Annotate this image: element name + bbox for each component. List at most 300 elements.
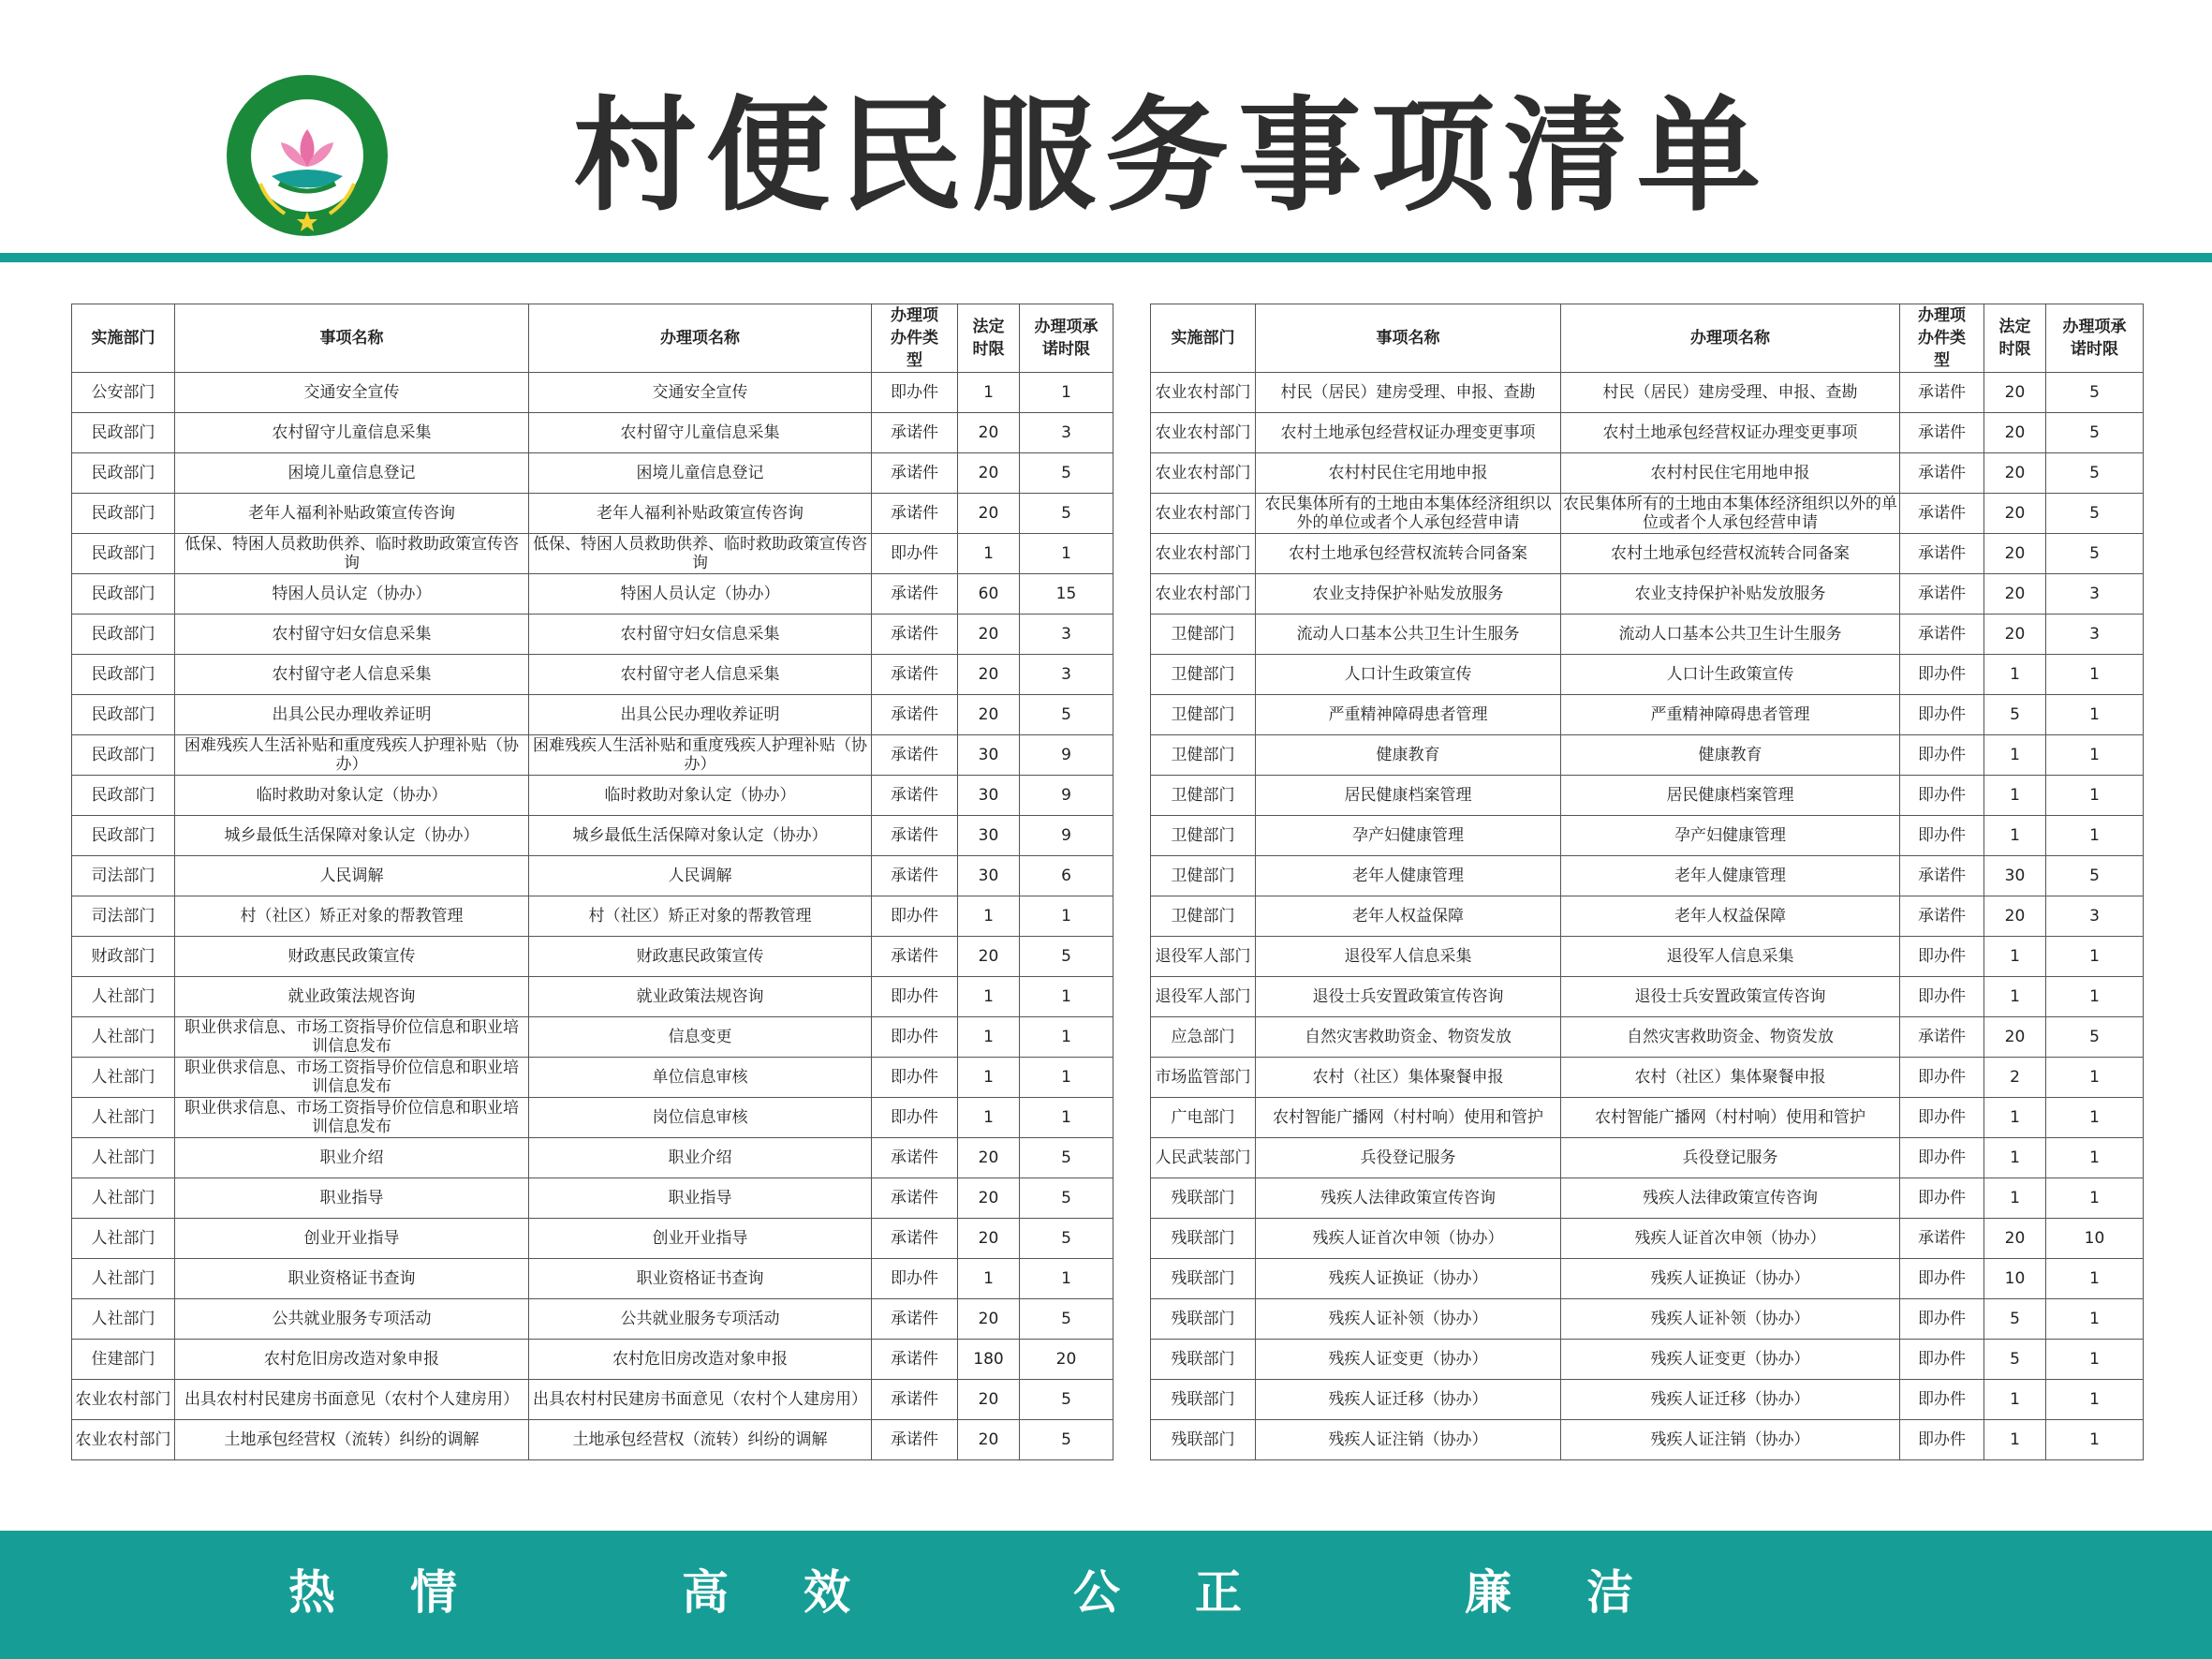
cell-department: 民政部门 [72,695,175,735]
table-row [1151,1178,2144,1219]
cell-type: 即办件 [1900,655,1984,695]
table-row [72,1058,1113,1098]
cell-item-name: 村（社区）矫正对象的帮教管理 [175,896,529,937]
cell-promise-time: 1 [2046,735,2144,776]
cell-legal-time: 30 [958,735,1020,776]
cell-type: 即办件 [872,977,958,1017]
cell-promise-time: 1 [2046,1098,2144,1138]
cell-department: 财政部门 [72,937,175,977]
cell-handling-item: 出具农村村民建房书面意见（农村个人建房用） [529,1380,872,1420]
cell-handling-item: 残疾人证变更（协办） [1561,1340,1900,1380]
table-row [72,655,1113,695]
page-title: 村便民服务事项清单 [573,84,1770,229]
cell-promise-time: 5 [2046,413,2144,453]
cell-handling-item: 村（社区）矫正对象的帮教管理 [529,896,872,937]
cell-handling-item: 临时救助对象认定（协办） [529,776,872,816]
cell-item-name: 困难残疾人生活补贴和重度残疾人护理补贴（协办） [175,735,529,776]
col-header-department: 实施部门 [72,304,175,373]
col-header-legal-time: 法定时限 [958,304,1020,373]
slogan-efficiency: 高效 [682,1565,925,1620]
cell-legal-time: 20 [958,453,1020,494]
cell-department: 司法部门 [72,856,175,896]
cell-legal-time: 5 [1984,1340,2046,1380]
cell-department: 民政部门 [72,776,175,816]
cell-item-name: 严重精神障碍患者管理 [1256,695,1561,735]
cell-legal-time: 20 [958,1138,1020,1178]
cell-department: 残联部门 [1151,1259,1256,1299]
cell-department: 残联部门 [1151,1299,1256,1340]
cell-legal-time: 180 [958,1340,1020,1380]
cell-legal-time: 20 [958,615,1020,655]
cell-promise-time: 1 [1020,373,1113,413]
cell-legal-time: 20 [1984,373,2046,413]
cell-legal-time: 1 [958,373,1020,413]
cell-legal-time: 20 [1984,453,2046,494]
table-row [72,735,1113,776]
cell-legal-time: 5 [1984,1299,2046,1340]
cell-handling-item: 退役士兵安置政策宣传咨询 [1561,977,1900,1017]
cell-type: 承诺件 [872,574,958,615]
cell-department: 人社部门 [72,1259,175,1299]
cell-promise-time: 1 [2046,695,2144,735]
cell-item-name: 农业支持保护补贴发放服务 [1256,574,1561,615]
cell-type: 承诺件 [1900,373,1984,413]
cell-type: 承诺件 [872,735,958,776]
cell-department: 农业农村部门 [1151,494,1256,534]
cell-handling-item: 自然灾害救助资金、物资发放 [1561,1017,1900,1058]
cell-legal-time: 1 [1984,1138,2046,1178]
table-row [72,695,1113,735]
cell-promise-time: 5 [2046,373,2144,413]
table-body-right [1151,373,2144,1460]
cell-item-name: 农村土地承包经营权流转合同备案 [1256,534,1561,574]
cell-department: 农业农村部门 [1151,574,1256,615]
cell-department: 残联部门 [1151,1219,1256,1259]
cell-item-name: 老年人福利补贴政策宣传咨询 [175,494,529,534]
cell-type: 即办件 [1900,1259,1984,1299]
cell-item-name: 财政惠民政策宣传 [175,937,529,977]
table-row [1151,1380,2144,1420]
cell-handling-item: 农民集体所有的土地由本集体经济组织以外的单位或者个人承包经营申请 [1561,494,1900,534]
cell-department: 农业农村部门 [1151,534,1256,574]
cell-type: 承诺件 [872,453,958,494]
cell-department: 卫健部门 [1151,856,1256,896]
cell-type: 承诺件 [1900,413,1984,453]
table-row [1151,534,2144,574]
cell-item-name: 老年人健康管理 [1256,856,1561,896]
cell-handling-item: 残疾人证迁移（协办） [1561,1380,1900,1420]
table-row [1151,1098,2144,1138]
cell-type: 承诺件 [872,413,958,453]
cell-handling-item: 农村留守老人信息采集 [529,655,872,695]
cell-handling-item: 职业资格证书查询 [529,1259,872,1299]
cell-item-name: 人民调解 [175,856,529,896]
cell-legal-time: 2 [1984,1058,2046,1098]
cell-handling-item: 农村留守儿童信息采集 [529,413,872,453]
cell-handling-item: 退役军人信息采集 [1561,937,1900,977]
table-row [72,1340,1113,1380]
cell-legal-time: 30 [958,856,1020,896]
cell-legal-time: 20 [1984,896,2046,937]
cell-handling-item: 农村（社区）集体聚餐申报 [1561,1058,1900,1098]
cell-promise-time: 1 [2046,1259,2144,1299]
cell-department: 民政部门 [72,735,175,776]
cell-type: 承诺件 [872,937,958,977]
cell-department: 卫健部门 [1151,655,1256,695]
cell-handling-item: 老年人权益保障 [1561,896,1900,937]
cell-type: 即办件 [1900,735,1984,776]
cell-department: 退役军人部门 [1151,937,1256,977]
cell-item-name: 城乡最低生活保障对象认定（协办） [175,816,529,856]
cell-promise-time: 1 [2046,1380,2144,1420]
cell-handling-item: 残疾人证换证（协办） [1561,1259,1900,1299]
cell-legal-time: 20 [958,937,1020,977]
cell-handling-item: 就业政策法规咨询 [529,977,872,1017]
cell-type: 即办件 [872,896,958,937]
cell-type: 即办件 [1900,1380,1984,1420]
cell-handling-item: 单位信息审核 [529,1058,872,1098]
cell-handling-item: 农村土地承包经营权流转合同备案 [1561,534,1900,574]
table-row [72,816,1113,856]
cell-department: 人社部门 [72,1017,175,1058]
footer-banner [0,1531,2212,1659]
cell-type: 即办件 [1900,1138,1984,1178]
cell-department: 民政部门 [72,655,175,695]
table-row [1151,735,2144,776]
cell-department: 农业农村部门 [1151,453,1256,494]
table-header-row [1151,304,2144,373]
cell-item-name: 低保、特困人员救助供养、临时救助政策宣传咨询 [175,534,529,574]
table-row [72,1138,1113,1178]
cell-item-name: 村民（居民）建房受理、申报、查勘 [1256,373,1561,413]
cell-item-name: 土地承包经营权（流转）纠纷的调解 [175,1420,529,1460]
cell-department: 退役军人部门 [1151,977,1256,1017]
cell-promise-time: 1 [1020,1259,1113,1299]
cell-item-name: 退役军人信息采集 [1256,937,1561,977]
cell-handling-item: 信息变更 [529,1017,872,1058]
cell-legal-time: 1 [958,1017,1020,1058]
table-row [1151,655,2144,695]
cell-promise-time: 9 [1020,776,1113,816]
cell-type: 承诺件 [1900,574,1984,615]
cell-type: 承诺件 [872,494,958,534]
cell-handling-item: 公共就业服务专项活动 [529,1299,872,1340]
cell-type: 承诺件 [872,1420,958,1460]
header-divider [0,253,2212,262]
cell-department: 卫健部门 [1151,896,1256,937]
cell-item-name: 出具农村村民建房书面意见（农村个人建房用） [175,1380,529,1420]
cell-item-name: 困境儿童信息登记 [175,453,529,494]
cell-type: 承诺件 [872,776,958,816]
cell-promise-time: 1 [2046,1340,2144,1380]
table-row [72,1299,1113,1340]
cell-promise-time: 1 [1020,977,1113,1017]
cell-legal-time: 1 [1984,1098,2046,1138]
cell-handling-item: 特困人员认定（协办） [529,574,872,615]
cell-promise-time: 1 [2046,937,2144,977]
cell-promise-time: 6 [1020,856,1113,896]
table-row [72,534,1113,574]
cell-department: 农业农村部门 [72,1380,175,1420]
cell-handling-item: 农村土地承包经营权证办理变更事项 [1561,413,1900,453]
table-row [1151,816,2144,856]
table-row [72,1017,1113,1058]
cell-type: 即办件 [872,1259,958,1299]
cell-type: 承诺件 [872,1178,958,1219]
cell-handling-item: 低保、特困人员救助供养、临时救助政策宣传咨询 [529,534,872,574]
cell-promise-time: 5 [1020,937,1113,977]
cell-item-name: 残疾人法律政策宣传咨询 [1256,1178,1561,1219]
cell-handling-item: 土地承包经营权（流转）纠纷的调解 [529,1420,872,1460]
cell-department: 农业农村部门 [1151,413,1256,453]
cell-type: 承诺件 [872,816,958,856]
cell-department: 人社部门 [72,1098,175,1138]
cell-promise-time: 5 [1020,1178,1113,1219]
cell-promise-time: 5 [2046,534,2144,574]
cell-legal-time: 1 [1984,1178,2046,1219]
cell-type: 即办件 [872,373,958,413]
cell-handling-item: 人口计生政策宣传 [1561,655,1900,695]
table-row [1151,937,2144,977]
cell-legal-time: 20 [958,1219,1020,1259]
cell-item-name: 残疾人证换证（协办） [1256,1259,1561,1299]
table-row [72,494,1113,534]
slogan-integrity: 廉洁 [1465,1565,1708,1620]
cell-type: 承诺件 [872,1380,958,1420]
cell-promise-time: 1 [2046,1178,2144,1219]
cell-handling-item: 残疾人证补领（协办） [1561,1299,1900,1340]
cell-type: 即办件 [1900,937,1984,977]
cell-item-name: 公共就业服务专项活动 [175,1299,529,1340]
cell-handling-item: 困难残疾人生活补贴和重度残疾人护理补贴（协办） [529,735,872,776]
cell-legal-time: 60 [958,574,1020,615]
cell-item-name: 就业政策法规咨询 [175,977,529,1017]
cell-legal-time: 20 [1984,413,2046,453]
cell-handling-item: 人民调解 [529,856,872,896]
cell-type: 承诺件 [872,1219,958,1259]
cell-item-name: 创业开业指导 [175,1219,529,1259]
cell-legal-time: 20 [958,1178,1020,1219]
cell-item-name: 出具公民办理收养证明 [175,695,529,735]
cell-item-name: 农村智能广播网（村村响）使用和管护 [1256,1098,1561,1138]
table-row [72,937,1113,977]
cell-department: 残联部门 [1151,1380,1256,1420]
cell-department: 人社部门 [72,1138,175,1178]
cell-promise-time: 1 [2046,977,2144,1017]
cell-type: 即办件 [1900,1299,1984,1340]
table-row [72,615,1113,655]
cell-type: 即办件 [872,1058,958,1098]
cell-legal-time: 1 [958,1058,1020,1098]
cell-item-name: 农村土地承包经营权证办理变更事项 [1256,413,1561,453]
cell-type: 承诺件 [1900,896,1984,937]
cell-promise-time: 5 [1020,1138,1113,1178]
cell-promise-time: 1 [2046,1420,2144,1460]
cell-department: 农业农村部门 [72,1420,175,1460]
cell-item-name: 农村留守老人信息采集 [175,655,529,695]
cell-promise-time: 5 [1020,494,1113,534]
cell-type: 承诺件 [1900,1219,1984,1259]
cell-legal-time: 20 [1984,1017,2046,1058]
cell-promise-time: 5 [1020,695,1113,735]
cell-handling-item: 农村村民住宅用地申报 [1561,453,1900,494]
cell-legal-time: 30 [1984,856,2046,896]
table-row [1151,856,2144,896]
cell-department: 住建部门 [72,1340,175,1380]
cell-promise-time: 5 [2046,494,2144,534]
cell-promise-time: 3 [2046,574,2144,615]
cell-legal-time: 1 [1984,655,2046,695]
cell-item-name: 职业指导 [175,1178,529,1219]
table-row [1151,615,2144,655]
cell-department: 应急部门 [1151,1017,1256,1058]
cell-handling-item: 流动人口基本公共卫生计生服务 [1561,615,1900,655]
cell-legal-time: 20 [1984,1219,2046,1259]
cell-department: 残联部门 [1151,1340,1256,1380]
table-row [72,453,1113,494]
cell-handling-item: 农村留守妇女信息采集 [529,615,872,655]
cell-department: 卫健部门 [1151,615,1256,655]
cell-legal-time: 30 [958,816,1020,856]
table-row [1151,1219,2144,1259]
cell-department: 广电部门 [1151,1098,1256,1138]
cell-legal-time: 1 [958,534,1020,574]
table-row [72,977,1113,1017]
col-header-handling-item: 办理项名称 [529,304,872,373]
table-row [1151,373,2144,413]
cell-type: 承诺件 [1900,453,1984,494]
col-header-type: 办理项办件类型 [1900,304,1984,373]
cell-handling-item: 健康教育 [1561,735,1900,776]
cell-type: 承诺件 [872,1138,958,1178]
service-table-right [1150,304,2144,1460]
cell-type: 承诺件 [872,1299,958,1340]
cell-promise-time: 15 [1020,574,1113,615]
cell-handling-item: 农业支持保护补贴发放服务 [1561,574,1900,615]
cell-type: 即办件 [1900,977,1984,1017]
cell-type: 承诺件 [872,615,958,655]
cell-department: 司法部门 [72,896,175,937]
table-row [1151,1259,2144,1299]
cell-promise-time: 1 [2046,1138,2144,1178]
cell-handling-item: 残疾人证注销（协办） [1561,1420,1900,1460]
cell-department: 人社部门 [72,1178,175,1219]
cell-item-name: 农村村民住宅用地申报 [1256,453,1561,494]
cell-handling-item: 创业开业指导 [529,1219,872,1259]
cell-handling-item: 困境儿童信息登记 [529,453,872,494]
table-row [72,1259,1113,1299]
col-header-type: 办理项办件类型 [872,304,958,373]
cell-item-name: 职业供求信息、市场工资指导价位信息和职业培训信息发布 [175,1058,529,1098]
cell-handling-item: 岗位信息审核 [529,1098,872,1138]
cell-handling-item: 残疾人证首次申领（协办） [1561,1219,1900,1259]
cell-legal-time: 20 [958,494,1020,534]
cell-type: 承诺件 [872,655,958,695]
cell-handling-item: 职业指导 [529,1178,872,1219]
cell-legal-time: 10 [1984,1259,2046,1299]
table-row [72,1380,1113,1420]
cell-type: 承诺件 [872,1340,958,1380]
cell-legal-time: 20 [1984,534,2046,574]
cell-type: 承诺件 [1900,615,1984,655]
cell-legal-time: 1 [1984,977,2046,1017]
cell-legal-time: 20 [958,695,1020,735]
cell-item-name: 职业介绍 [175,1138,529,1178]
cell-item-name: 交通安全宣传 [175,373,529,413]
cell-department: 民政部门 [72,816,175,856]
col-header-handling-item: 办理项名称 [1561,304,1900,373]
cell-promise-time: 5 [1020,1380,1113,1420]
cell-item-name: 职业资格证书查询 [175,1259,529,1299]
cell-legal-time: 1 [1984,816,2046,856]
cell-department: 残联部门 [1151,1420,1256,1460]
cell-department: 农业农村部门 [1151,373,1256,413]
cell-type: 即办件 [1900,1340,1984,1380]
cell-item-name: 流动人口基本公共卫生计生服务 [1256,615,1561,655]
cell-item-name: 健康教育 [1256,735,1561,776]
cell-handling-item: 出具公民办理收养证明 [529,695,872,735]
cell-promise-time: 9 [1020,816,1113,856]
cell-item-name: 人口计生政策宣传 [1256,655,1561,695]
col-header-promise-time: 办理项承诺时限 [2046,304,2144,373]
cell-promise-time: 1 [2046,655,2144,695]
cell-item-name: 临时救助对象认定（协办） [175,776,529,816]
cell-legal-time: 20 [958,413,1020,453]
cell-legal-time: 1 [1984,776,2046,816]
table-row [72,856,1113,896]
cell-item-name: 农村留守妇女信息采集 [175,615,529,655]
cell-legal-time: 1 [958,1259,1020,1299]
col-header-department: 实施部门 [1151,304,1256,373]
cell-type: 即办件 [1900,776,1984,816]
table-row [1151,1017,2144,1058]
cell-type: 即办件 [1900,1058,1984,1098]
cell-item-name: 残疾人证补领（协办） [1256,1299,1561,1340]
cell-handling-item: 村民（居民）建房受理、申报、查勘 [1561,373,1900,413]
cell-department: 卫健部门 [1151,816,1256,856]
cell-item-name: 居民健康档案管理 [1256,776,1561,816]
cell-promise-time: 1 [1020,534,1113,574]
cell-legal-time: 20 [958,655,1020,695]
cell-type: 即办件 [1900,816,1984,856]
cell-item-name: 职业供求信息、市场工资指导价位信息和职业培训信息发布 [175,1017,529,1058]
cell-department: 卫健部门 [1151,695,1256,735]
cell-type: 即办件 [872,1017,958,1058]
cell-promise-time: 1 [1020,1098,1113,1138]
cell-department: 卫健部门 [1151,776,1256,816]
cell-handling-item: 严重精神障碍患者管理 [1561,695,1900,735]
cell-promise-time: 5 [1020,1219,1113,1259]
cell-handling-item: 城乡最低生活保障对象认定（协办） [529,816,872,856]
cell-promise-time: 3 [1020,615,1113,655]
table-row [1151,977,2144,1017]
table-row [1151,1420,2144,1460]
cell-legal-time: 1 [1984,937,2046,977]
cell-item-name: 农村（社区）集体聚餐申报 [1256,1058,1561,1098]
cell-promise-time: 1 [2046,1058,2144,1098]
cell-legal-time: 5 [1984,695,2046,735]
cell-item-name: 农村危旧房改造对象申报 [175,1340,529,1380]
cell-promise-time: 5 [2046,453,2144,494]
col-header-item-name: 事项名称 [175,304,529,373]
cell-promise-time: 5 [1020,1299,1113,1340]
table-row [1151,1058,2144,1098]
cell-type: 承诺件 [872,695,958,735]
cell-department: 人社部门 [72,1058,175,1098]
cell-legal-time: 1 [958,896,1020,937]
cell-item-name: 老年人权益保障 [1256,896,1561,937]
cell-item-name: 农村留守儿童信息采集 [175,413,529,453]
